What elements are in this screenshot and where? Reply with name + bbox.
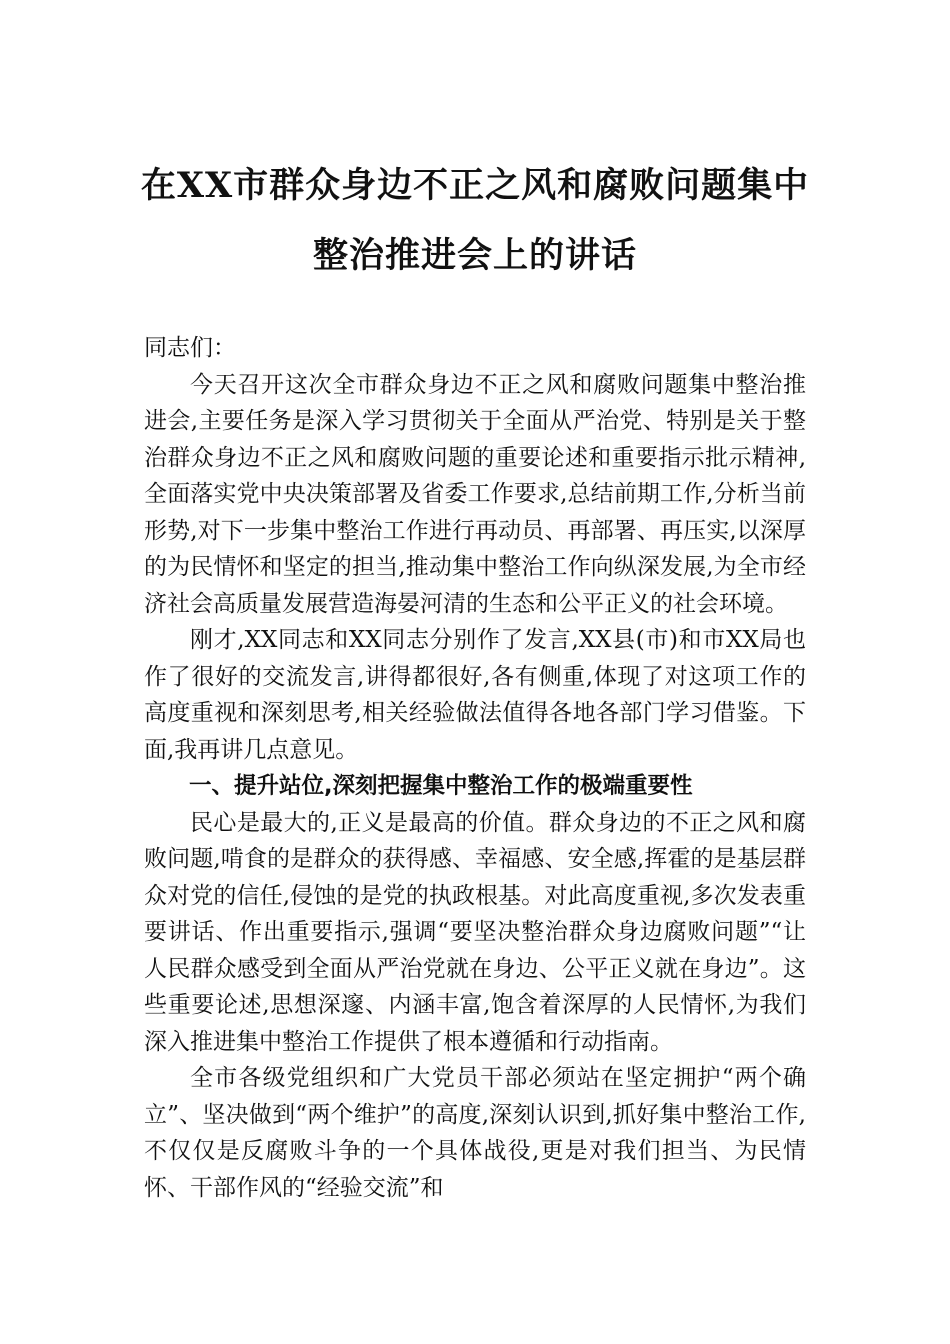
- document-title-line-1: 在XX市群众身边不正之风和腐败问题集中: [140, 165, 810, 206]
- paragraph-intro: 今天召开这次全市群众身边不正之风和腐败问题集中整治推进会,主要任务是深入学习贯彻关于全面从严治党、特别是关于整治群众身边不正之风和腐败问题的重要论述和重要指示批示精神,全面落实党中央决策部署及省委工作要求,总结前期工作,分析当前形势,对下一步集中整治工作进行再动员、再部署、再压实,以深厚的为民情怀和坚定的担当,推动集中整治工作向纵深发展,为全市经济社会高质量发展营造海晏河清的生态和公平正义的社会环境。: [144, 371, 806, 617]
- paragraph-section1-a: 民心是最大的,正义是最高的价值。群众身边的不正之风和腐败问题,啃食的是群众的获得感、幸福感、安全感,挥霍的是基层群众对党的信任,侵蚀的是党的执政根基。对此高度重视,多次发表重要讲话、作出重要指示,强调“要坚决整治群众身边腐败问题”“让人民群众感受到全面从严治党就在身边、公平正义就在身边”。这些重要论述,思想深邃、内涵丰富,饱含着深厚的人民情怀,为我们深入推进集中整治工作提供了根本遵循和行动指南。: [144, 809, 806, 1055]
- paragraph-section1-b: 全市各级党组织和广大党员干部必须站在坚定拥护“两个确立”、坚决做到“两个维护”的高度,深刻认识到,抓好集中整治工作,不仅仅是反腐败斗争的一个具体战役,更是对我们担当、为民情怀、干部作风的“经验交流”和: [144, 1065, 806, 1201]
- document-title-line-2: 整治推进会上的讲话: [312, 235, 637, 276]
- section-heading-1: 一、提升站位,深刻把握集中整治工作的极端重要性: [189, 773, 693, 799]
- document-body: [144, 330, 806, 1206]
- paragraph-exchange: 刚才,XX同志和XX同志分别作了发言,XX县(市)和市XX局也作了很好的交流发言,讲得都很好,各有侧重,体现了对这项工作的高度重视和深刻思考,相关经验做法值得各地各部门学习借鉴。下面,我再讲几点意见。: [144, 627, 806, 763]
- salutation: 同志们：: [144, 335, 236, 361]
